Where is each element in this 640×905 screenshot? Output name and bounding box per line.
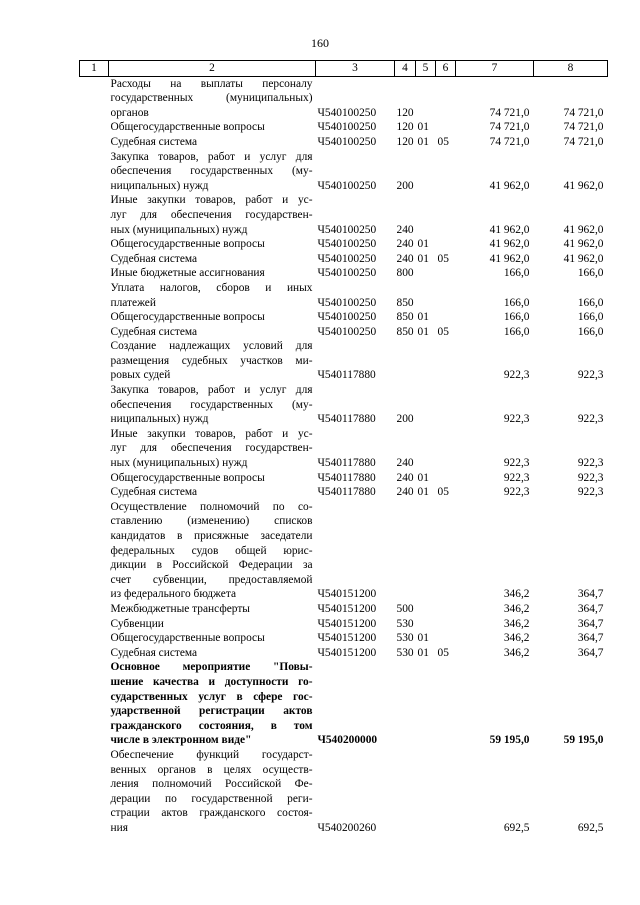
expense-name-line: Создание надлежащих условий для (110, 340, 313, 353)
expense-name-line: Осуществление полномочий по со- (110, 500, 313, 513)
expense-name-line: кандидатов в присяжные заседатели (110, 530, 313, 542)
amount-year-2: 364,7 (577, 646, 604, 659)
expense-name-line: Общегосударственные вопросы (110, 311, 265, 324)
table-row (80, 631, 608, 646)
subsection-code (436, 427, 456, 471)
subsection-code (436, 266, 456, 281)
table-row (80, 383, 608, 427)
section-code (416, 383, 436, 427)
expense-name-line: венных органов в целях осуществ- (110, 763, 313, 776)
section-code (416, 617, 436, 632)
target-article-code: Ч540100250 (317, 252, 377, 265)
expense-name-cell (109, 237, 316, 252)
section-code (416, 660, 436, 748)
expense-type-code: 240 (396, 457, 414, 470)
table-row (80, 150, 608, 194)
expense-type-code (395, 660, 416, 748)
target-article-code: Ч540151200 (317, 588, 377, 601)
expense-name-line: Судебная система (110, 325, 198, 338)
row-index-cell (80, 631, 109, 646)
expense-type-code: 240 (396, 252, 414, 265)
amount-year-1: 922,3 (503, 369, 530, 382)
row-index-cell (80, 120, 109, 135)
amount-year-1: 74 721,0 (489, 135, 530, 148)
amount-year-1: 41 962,0 (489, 179, 530, 192)
expense-name-line: ных (муниципальных) нужд (110, 223, 248, 236)
target-article-code: Ч540100250 (317, 179, 377, 192)
table-row (80, 325, 608, 340)
expense-name-line: ных (муниципальных) нужд (110, 457, 248, 470)
amount-year-1: 922,3 (503, 486, 530, 499)
expense-name-cell (109, 120, 316, 135)
amount-year-1: 41 962,0 (489, 252, 530, 265)
target-article-code: Ч540151200 (317, 632, 377, 645)
subsection-code (436, 76, 456, 120)
table-row (80, 135, 608, 150)
section-code: 01 (417, 325, 429, 338)
expense-name-line: луг для обеспечения государствен- (110, 208, 313, 221)
target-article-code: Ч540117880 (317, 471, 376, 484)
section-code (416, 427, 436, 471)
amount-year-1: 922,3 (503, 471, 530, 484)
target-article-code: Ч540100250 (317, 267, 377, 280)
amount-year-2: 41 962,0 (563, 223, 604, 236)
target-article-code: Ч540200000 (317, 734, 378, 747)
subsection-code (436, 602, 456, 617)
amount-year-1: 692,5 (503, 821, 530, 834)
table-row (80, 500, 608, 602)
expense-type-code: 200 (396, 179, 414, 192)
expense-type-code: 240 (396, 238, 414, 251)
expense-name-line: ния (110, 821, 128, 834)
expense-name-line: Судебная система (110, 646, 198, 659)
row-index-cell (80, 427, 109, 471)
expense-name-line: ровых судей (110, 369, 171, 382)
amount-year-1: 166,0 (503, 325, 530, 338)
expense-name-line: Межбюджетные трансферты (110, 602, 250, 615)
expense-name-line: числе в электронном виде" (110, 734, 252, 747)
expense-type-code: 530 (396, 646, 414, 659)
expense-name-line: ставлению (изменению) списков (110, 515, 313, 528)
expense-name-line: шение качества и доступности го- (110, 675, 313, 688)
expense-type-code (395, 339, 416, 383)
target-article-code: Ч540151200 (317, 617, 377, 630)
expense-name-cell (109, 135, 316, 150)
row-index-cell (80, 252, 109, 267)
table-row (80, 281, 608, 310)
expense-type-code: 530 (396, 632, 414, 645)
expense-type-code: 500 (396, 602, 414, 615)
expense-type-code: 800 (396, 267, 414, 280)
row-index-cell (80, 602, 109, 617)
amount-year-1: 346,2 (503, 617, 530, 630)
expense-name-line: счет субвенции, предоставляемой (110, 573, 313, 586)
amount-year-2: 74 721,0 (563, 106, 604, 119)
target-article-code: Ч540100250 (317, 223, 377, 236)
section-code: 01 (417, 135, 429, 148)
amount-year-1: 41 962,0 (489, 223, 530, 236)
expense-name-cell (109, 485, 316, 500)
budget-table (79, 60, 608, 835)
expense-name-cell (109, 471, 316, 486)
expense-name-line: федеральных судов общей юрис- (110, 544, 313, 557)
expense-type-code: 120 (396, 121, 414, 134)
table-row (80, 193, 608, 237)
target-article-code: Ч540100250 (317, 106, 377, 119)
expense-name-line: Закупка товаров, работ и услуг для (110, 384, 313, 397)
amount-year-2: 166,0 (577, 311, 604, 324)
expense-name-cell (109, 150, 316, 194)
amount-year-1: 346,2 (503, 588, 530, 601)
amount-year-2: 922,3 (577, 486, 604, 499)
section-code (416, 76, 436, 120)
table-row (80, 310, 608, 325)
amount-year-1: 41 962,0 (489, 238, 530, 251)
section-code (416, 500, 436, 602)
column-header: 2 (109, 61, 316, 77)
amount-year-2: 364,7 (577, 632, 604, 645)
amount-year-2: 166,0 (577, 325, 604, 338)
expense-name-cell (109, 193, 316, 237)
target-article-code: Ч540117880 (317, 486, 376, 499)
amount-year-2: 74 721,0 (563, 135, 604, 148)
row-index-cell (80, 617, 109, 632)
subsection-code: 05 (437, 646, 449, 659)
expense-name-line: Обеспечение функций государст- (110, 748, 313, 761)
amount-year-1: 166,0 (503, 267, 530, 280)
expense-name-line: Иные закупки товаров, работ и ус- (110, 427, 313, 440)
row-index-cell (80, 646, 109, 661)
row-index-cell (80, 485, 109, 500)
expense-name-line: Судебная система (110, 252, 198, 265)
column-header: 7 (456, 61, 534, 77)
target-article-code: Ч540117880 (317, 457, 376, 470)
subsection-code (436, 383, 456, 427)
subsection-code: 05 (437, 252, 449, 265)
expense-name-line: луг для обеспечения государствен- (110, 442, 313, 455)
expense-name-line: дикции в Российской Федерации за (110, 559, 313, 572)
amount-year-1: 922,3 (503, 457, 530, 470)
target-article-code: Ч540117880 (317, 369, 376, 382)
table-row (80, 266, 608, 281)
column-header: 4 (395, 61, 416, 77)
expense-name-line: органов (110, 106, 149, 119)
expense-name-cell (109, 252, 316, 267)
subsection-code (436, 471, 456, 486)
amount-year-2: 166,0 (577, 296, 604, 309)
target-article-code: Ч540151200 (317, 602, 377, 615)
subsection-code: 05 (437, 135, 449, 148)
amount-year-2: 41 962,0 (563, 238, 604, 251)
expense-name-line: гражданского состояния, в том (110, 719, 313, 732)
row-index-cell (80, 135, 109, 150)
expense-name-line: ниципальных) нужд (110, 413, 209, 426)
target-article-code: Ч540100250 (317, 238, 377, 251)
target-article-code: Ч540200260 (317, 821, 377, 834)
expense-name-line: дерации по государственной реги- (110, 792, 313, 805)
expense-name-cell (109, 325, 316, 340)
target-article-code: Ч540100250 (317, 296, 377, 309)
expense-name-cell (109, 500, 316, 602)
table-row (80, 646, 608, 661)
expense-type-code: 240 (396, 471, 414, 484)
section-code: 01 (417, 311, 429, 324)
subsection-code (436, 310, 456, 325)
subsection-code (436, 150, 456, 194)
amount-year-2: 59 195,0 (563, 734, 604, 747)
expense-name-line: Общегосударственные вопросы (110, 471, 265, 484)
amount-year-2: 692,5 (577, 821, 604, 834)
row-index-cell (80, 325, 109, 340)
row-index-cell (80, 150, 109, 194)
target-article-code: Ч540100250 (317, 311, 377, 324)
expense-type-code: 530 (396, 617, 414, 630)
subsection-code (436, 339, 456, 383)
column-header: 6 (436, 61, 456, 77)
expense-name-cell (109, 383, 316, 427)
row-index-cell (80, 500, 109, 602)
section-code (416, 281, 436, 310)
expense-name-line: Закупка товаров, работ и услуг для (110, 150, 313, 163)
table-row (80, 76, 608, 120)
section-code (416, 266, 436, 281)
expense-name-line: Иные бюджетные ассигнования (110, 267, 265, 280)
section-code (416, 602, 436, 617)
row-index-cell (80, 660, 109, 748)
table-row (80, 617, 608, 632)
row-index-cell (80, 748, 109, 836)
subsection-code: 05 (437, 325, 449, 338)
expense-name-line: ниципальных) нужд (110, 179, 209, 192)
expense-name-cell (109, 602, 316, 617)
expense-name-line: ления полномочий Российской Фе- (110, 778, 313, 791)
table-row (80, 471, 608, 486)
section-code: 01 (417, 632, 429, 645)
column-header: 3 (316, 61, 395, 77)
section-code (416, 748, 436, 836)
subsection-code (436, 748, 456, 836)
expense-name-line: ударственной регистрации актов (110, 705, 313, 718)
table-row (80, 237, 608, 252)
table-row (80, 602, 608, 617)
expense-name-cell (109, 310, 316, 325)
expense-type-code: 200 (396, 413, 414, 426)
expense-type-code: 850 (396, 296, 414, 309)
subsection-code (436, 281, 456, 310)
subsection-code (436, 237, 456, 252)
expense-name-line: сударственных услуг в сфере гос- (110, 690, 313, 703)
table-row (80, 748, 608, 836)
row-index-cell (80, 193, 109, 237)
amount-year-2: 41 962,0 (563, 252, 604, 265)
section-code: 01 (417, 252, 429, 265)
amount-year-2: 364,7 (577, 588, 604, 601)
column-header: 1 (80, 61, 109, 77)
subsection-code: 05 (437, 486, 449, 499)
row-index-cell (80, 310, 109, 325)
expense-name-cell (109, 617, 316, 632)
table-row (80, 427, 608, 471)
expense-type-code (395, 748, 416, 836)
row-index-cell (80, 471, 109, 486)
expense-name-cell (109, 427, 316, 471)
expense-type-code: 850 (396, 311, 414, 324)
amount-year-1: 166,0 (503, 296, 530, 309)
column-header: 5 (416, 61, 436, 77)
section-code: 01 (417, 646, 429, 659)
amount-year-1: 346,2 (503, 632, 530, 645)
expense-name-line: Судебная система (110, 135, 198, 148)
expense-name-line: Общегосударственные вопросы (110, 632, 265, 645)
expense-name-cell (109, 660, 316, 748)
amount-year-1: 346,2 (503, 602, 530, 615)
section-code: 01 (417, 486, 429, 499)
section-code (416, 339, 436, 383)
subsection-code (436, 500, 456, 602)
column-number-row (80, 61, 608, 77)
target-article-code: Ч540117880 (317, 413, 376, 426)
amount-year-1: 74 721,0 (489, 106, 530, 119)
row-index-cell (80, 281, 109, 310)
column-header: 8 (534, 61, 608, 77)
section-code (416, 193, 436, 237)
subsection-code (436, 660, 456, 748)
expense-name-line: обеспечения государственных (му- (110, 165, 313, 178)
amount-year-2: 166,0 (577, 267, 604, 280)
expense-name-line: Общегосударственные вопросы (110, 238, 265, 251)
expense-name-line: Общегосударственные вопросы (110, 121, 265, 134)
amount-year-2: 74 721,0 (563, 121, 604, 134)
row-index-cell (80, 266, 109, 281)
table-body (80, 76, 608, 835)
table-row (80, 252, 608, 267)
expense-name-cell (109, 339, 316, 383)
amount-year-1: 166,0 (503, 311, 530, 324)
row-index-cell (80, 339, 109, 383)
amount-year-2: 922,3 (577, 457, 604, 470)
subsection-code (436, 120, 456, 135)
amount-year-1: 922,3 (503, 413, 530, 426)
expense-name-line: Субвенции (110, 617, 164, 630)
row-index-cell (80, 383, 109, 427)
amount-year-2: 364,7 (577, 617, 604, 630)
expense-name-cell (109, 748, 316, 836)
expense-type-code (395, 500, 416, 602)
row-index-cell (80, 237, 109, 252)
expense-name-cell (109, 266, 316, 281)
expense-type-code: 240 (396, 486, 414, 499)
expense-name-line: Судебная система (110, 486, 198, 499)
expense-type-code: 120 (396, 106, 414, 119)
amount-year-1: 74 721,0 (489, 121, 530, 134)
amount-year-2: 364,7 (577, 602, 604, 615)
amount-year-2: 922,3 (577, 471, 604, 484)
table-row (80, 339, 608, 383)
table-row (80, 485, 608, 500)
expense-name-cell (109, 76, 316, 120)
table-row (80, 120, 608, 135)
section-code (416, 150, 436, 194)
page-number: 160 (311, 36, 329, 50)
expense-type-code: 240 (396, 223, 414, 236)
expense-name-cell (109, 631, 316, 646)
expense-name-line: Основное мероприятие "Повы- (110, 661, 313, 674)
expense-name-line: Иные закупки товаров, работ и ус- (110, 194, 313, 207)
section-code: 01 (417, 121, 429, 134)
expense-name-cell (109, 646, 316, 661)
expense-name-line: обеспечения государственных (му- (110, 398, 313, 411)
expense-name-line: Расходы на выплаты персоналу (110, 77, 313, 90)
expense-name-line: из федерального бюджета (110, 588, 237, 601)
table-row (80, 660, 608, 748)
expense-type-code: 120 (396, 135, 414, 148)
amount-year-2: 41 962,0 (563, 179, 604, 192)
section-code: 01 (417, 238, 429, 251)
subsection-code (436, 617, 456, 632)
amount-year-1: 346,2 (503, 646, 530, 659)
expense-name-line: размещения судебных участков ми- (110, 354, 313, 367)
target-article-code: Ч540100250 (317, 325, 377, 338)
expense-name-line: платежей (110, 296, 156, 309)
expense-name-line: Уплата налогов, сборов и иных (110, 281, 313, 294)
subsection-code (436, 631, 456, 646)
expense-name-line: страции актов гражданского состоя- (110, 807, 313, 820)
target-article-code: Ч540151200 (317, 646, 377, 659)
amount-year-2: 922,3 (577, 413, 604, 426)
target-article-code: Ч540100250 (317, 121, 377, 134)
expense-name-line: государственных (муниципальных) (110, 92, 313, 105)
section-code: 01 (417, 471, 429, 484)
target-article-code: Ч540100250 (317, 135, 377, 148)
subsection-code (436, 193, 456, 237)
expense-type-code: 850 (396, 325, 414, 338)
row-index-cell (80, 76, 109, 120)
amount-year-1: 59 195,0 (489, 734, 530, 747)
amount-year-2: 922,3 (577, 369, 604, 382)
expense-name-cell (109, 281, 316, 310)
